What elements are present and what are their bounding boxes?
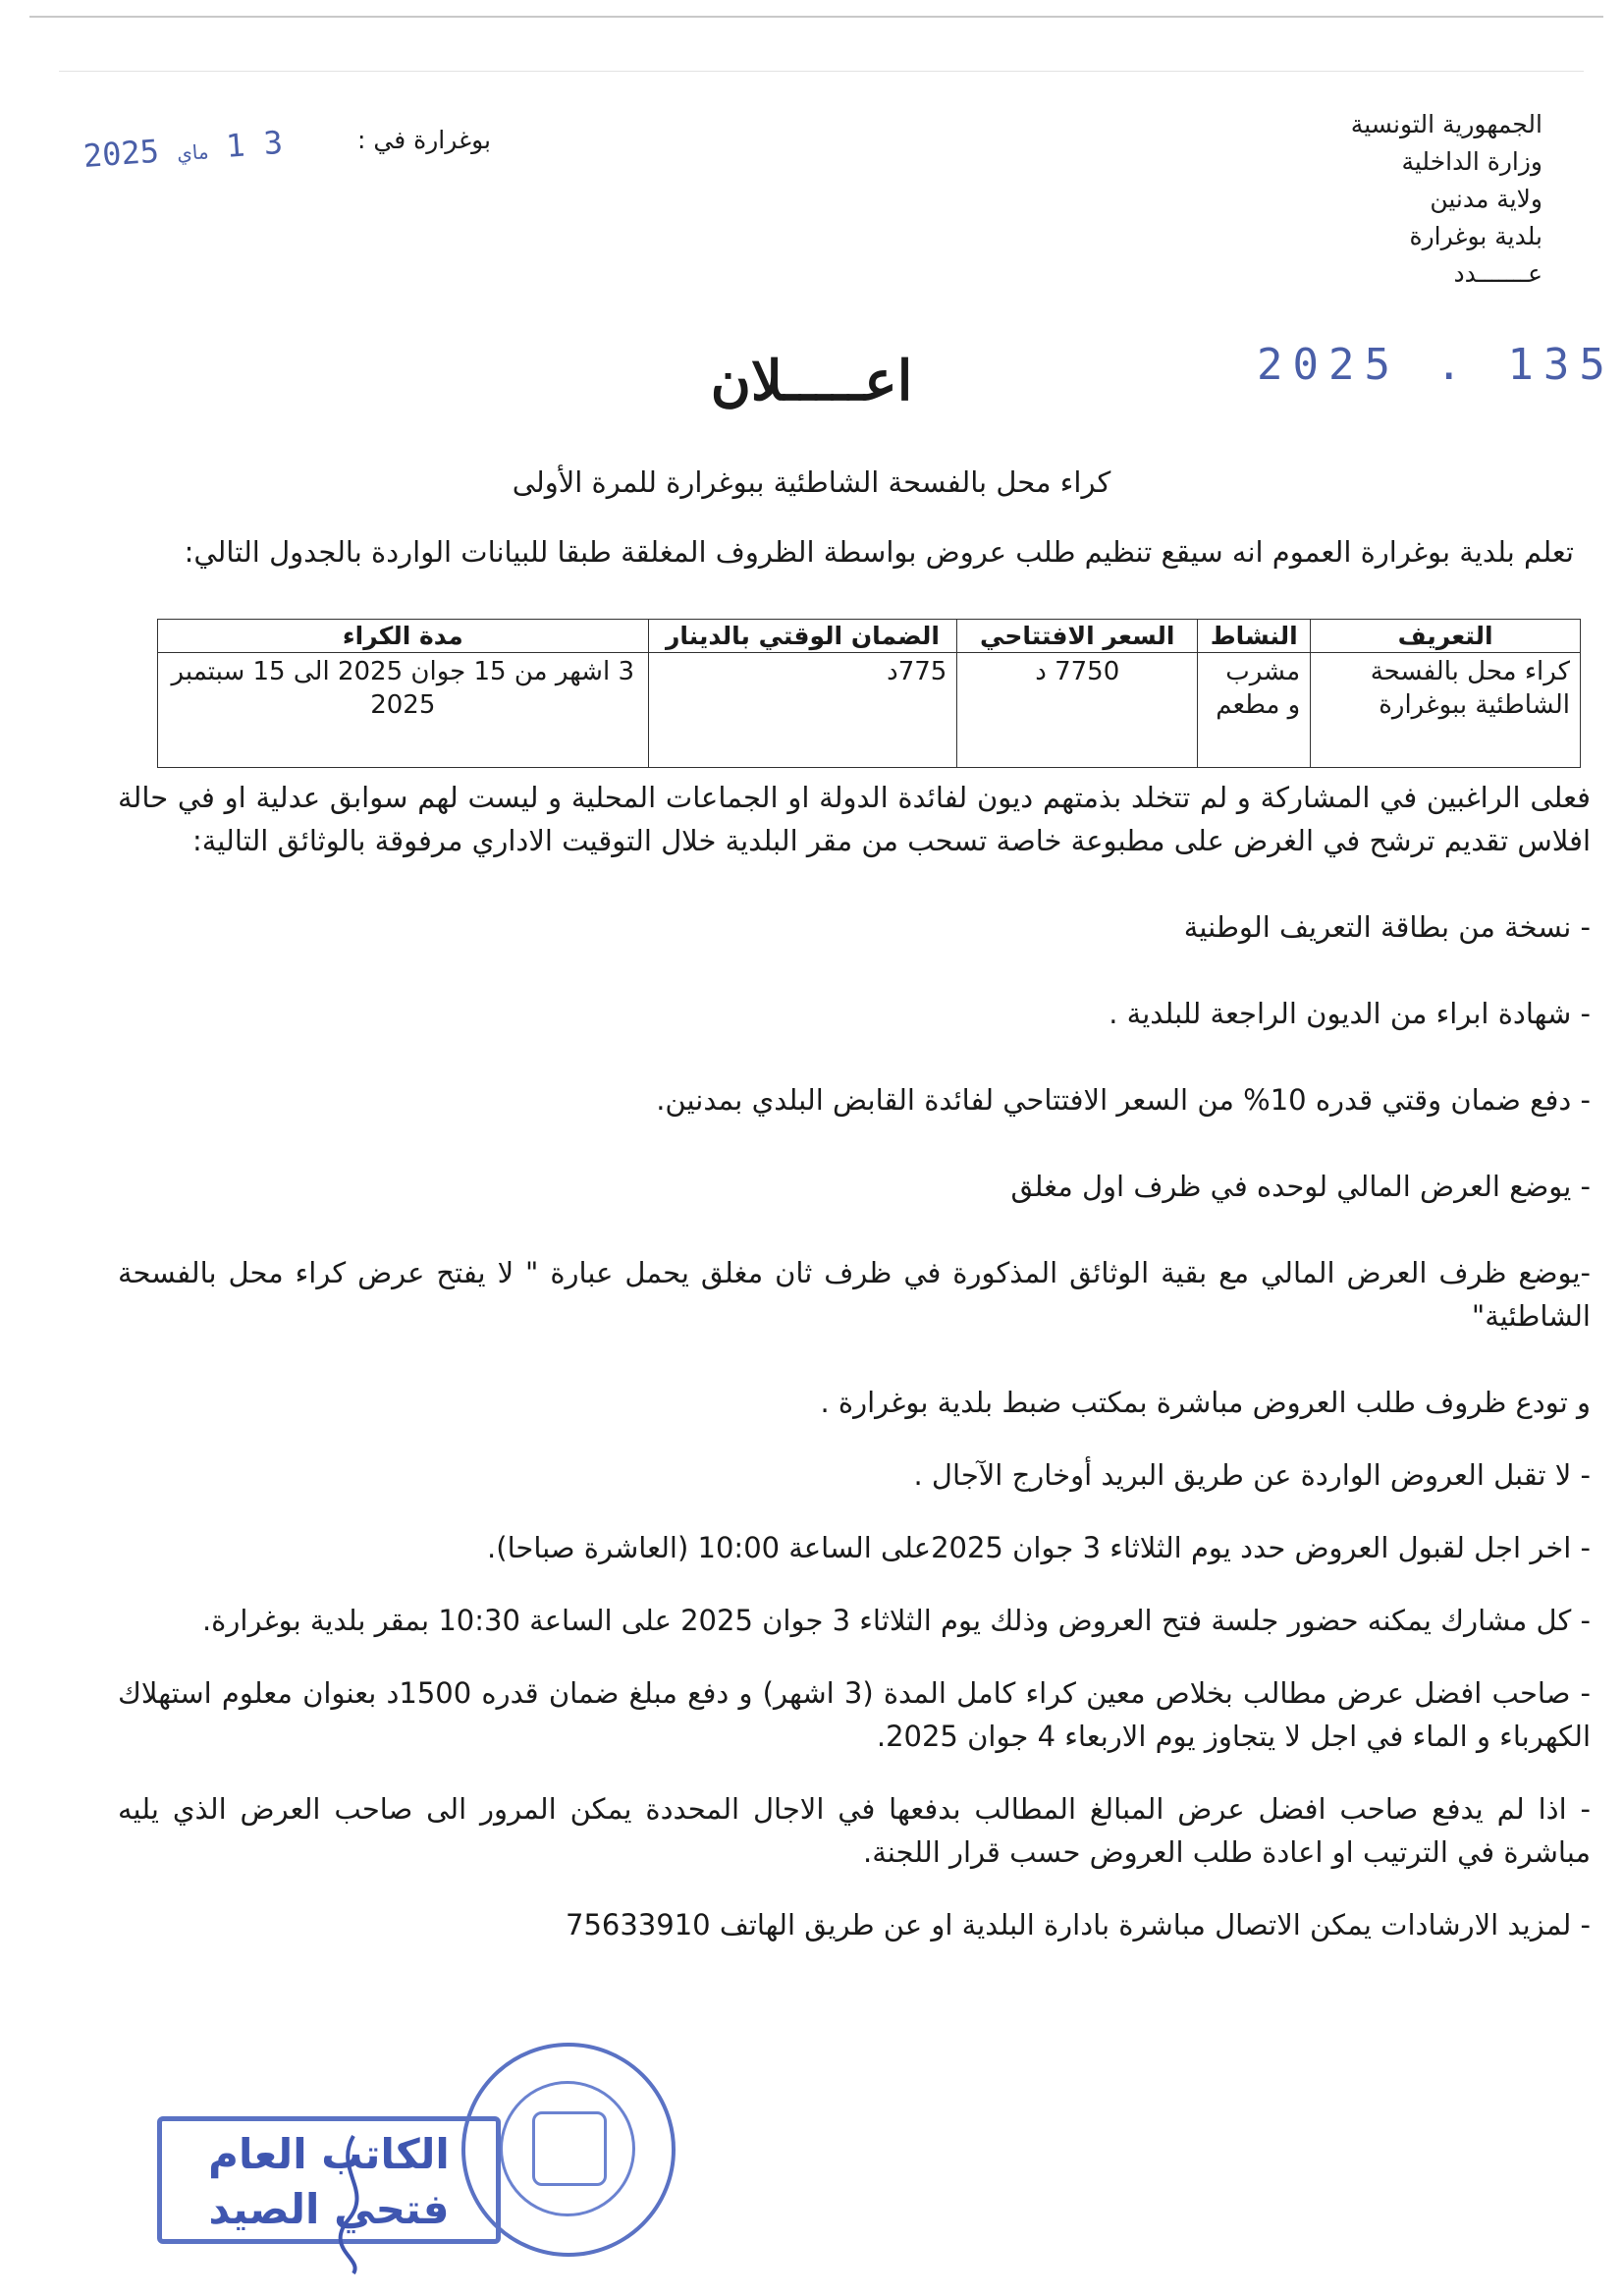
date-stamp-year: 2025 xyxy=(81,132,161,175)
list-item: - اخر اجل لقبول العروض حدد يوم الثلاثاء 3 جوان 2025على الساعة 10:00 (العاشرة صباحا). xyxy=(487,1531,1591,1564)
list-item: - يوضع العرض المالي لوحده في ظرف اول مغلق xyxy=(1010,1170,1591,1203)
list-item: - كل مشارك يمكنه حضور جلسة فتح العروض وذلك يوم الثلاثاء 3 جوان 2025 على الساعة 10:30 بمقر بلدية بوغرارة. xyxy=(201,1604,1591,1637)
scan-border-line xyxy=(29,16,1603,18)
table-cell-deposit: 775د xyxy=(648,653,957,768)
table-header-cell: الضمان الوقتي بالدينار xyxy=(648,620,957,653)
document-title: اعـــــلان xyxy=(710,349,913,413)
letterhead xyxy=(1248,106,1542,293)
intro-paragraph: تعلم بلدية بوغرارة العموم انه سيقع تنظيم طلب عروض بواسطة الظروف المغلقة طبقا للبيانات الواردة بالجدول التالي: xyxy=(184,535,1574,569)
signature-scribble-icon xyxy=(324,2131,383,2278)
governorate-name: ولاية مدنين xyxy=(1430,185,1542,213)
table-header-cell: النشاط xyxy=(1198,620,1311,653)
place-date-label: بوغرارة في : xyxy=(357,126,491,154)
conditions-paragraph: فعلى الراغبين في المشاركة و لم تتخلد بذمتهم ديون لفائدة الدولة او الجماعات المحلية و ليست لهم سوابق عدلية او في حالة افلاس تقديم ترشح في الغرض على مطبوعة خاصة تسحب من مقر البلدية خلال التوقيت الاداري مرفوقة بالوثائق التالية: xyxy=(118,781,1591,857)
table-row xyxy=(158,653,1581,768)
table-cell-activity: مشرب و مطعم xyxy=(1198,653,1311,768)
list-item: - لمزيد الارشادات يمكن الاتصال مباشرة بادارة البلدية او عن طريق الهاتف 75633910 xyxy=(566,1908,1591,1941)
ministry-name: وزارة الداخلية xyxy=(1401,147,1542,176)
country-name: الجمهورية التونسية xyxy=(1350,110,1542,138)
reference-number: 2025 . 135 xyxy=(1257,340,1615,390)
document-subtitle: كراء محل بالفسحة الشاطئية ببوغرارة للمرة الأولى xyxy=(512,465,1111,499)
table-cell-description: كراء محل بالفسحة الشاطئية ببوغرارة xyxy=(1311,653,1581,768)
table-cell-opening-price: 7750 د xyxy=(957,653,1198,768)
list-item: - لا تقبل العروض الواردة عن طريق البريد أوخارج الآجال . xyxy=(913,1458,1591,1492)
table-cell-duration: 3 اشهر من 15 جوان 2025 الى 15 سبتمبر 2025 xyxy=(158,653,649,768)
list-item: - صاحب افضل عرض مطالب بخلاص معين كراء كامل المدة (3 اشهر) و دفع مبلغ ضمان قدره 1500د بعنوان معلوم استهلاك الكهرباء و الماء في اجل لا يتجاوز يوم الاربعاء 4 جوان 2025. xyxy=(118,1676,1591,1753)
table-header-cell: مدة الكراء xyxy=(158,620,649,653)
scan-border-line xyxy=(59,71,1584,72)
list-item: و تودع ظروف طلب العروض مباشرة بمكتب ضبط بلدية بوغرارة . xyxy=(820,1386,1591,1419)
number-label: عـــــــدد xyxy=(1453,259,1542,288)
list-item: - اذا لم يدفع صاحب افضل عرض المبالغ المطالب بدفعها في الاجال المحددة يمكن المرور الى صاحب العرض الذي يليه مباشرة في الترتيب او اعادة طلب العروض حسب قرار اللجنة. xyxy=(118,1792,1591,1869)
list-item: - نسخة من بطاقة التعريف الوطنية xyxy=(1183,910,1591,944)
table-header-cell: السعر الافتتاحي xyxy=(957,620,1198,653)
offer-table xyxy=(157,619,1581,768)
list-item: - دفع ضمان وقتي قدره 10% من السعر الافتتاحي لفائدة القابض البلدي بمدنين. xyxy=(656,1083,1591,1117)
signatory-name: فتحي الصيد xyxy=(208,2185,450,2233)
table-header-cell: التعريف xyxy=(1311,620,1581,653)
signatory-role: الكاتب العام xyxy=(208,2130,450,2178)
date-stamp-month: ماي xyxy=(176,139,210,166)
list-item: - شهادة ابراء من الديون الراجعة للبلدية . xyxy=(1109,997,1591,1030)
seal-emblem-icon xyxy=(500,2081,635,2216)
document-body xyxy=(118,776,1591,1946)
list-item: -يوضع ظرف العرض المالي مع بقية الوثائق المذكورة في ظرف ثان مغلق يحمل عبارة " لا يفتح عرض كراء محل بالفسحة الشاطئية" xyxy=(118,1256,1591,1333)
date-stamp xyxy=(82,123,300,175)
municipality-name: بلدية بوغرارة xyxy=(1409,222,1542,250)
table-header-row xyxy=(158,620,1581,653)
date-stamp-day: 1 3 xyxy=(224,123,285,165)
